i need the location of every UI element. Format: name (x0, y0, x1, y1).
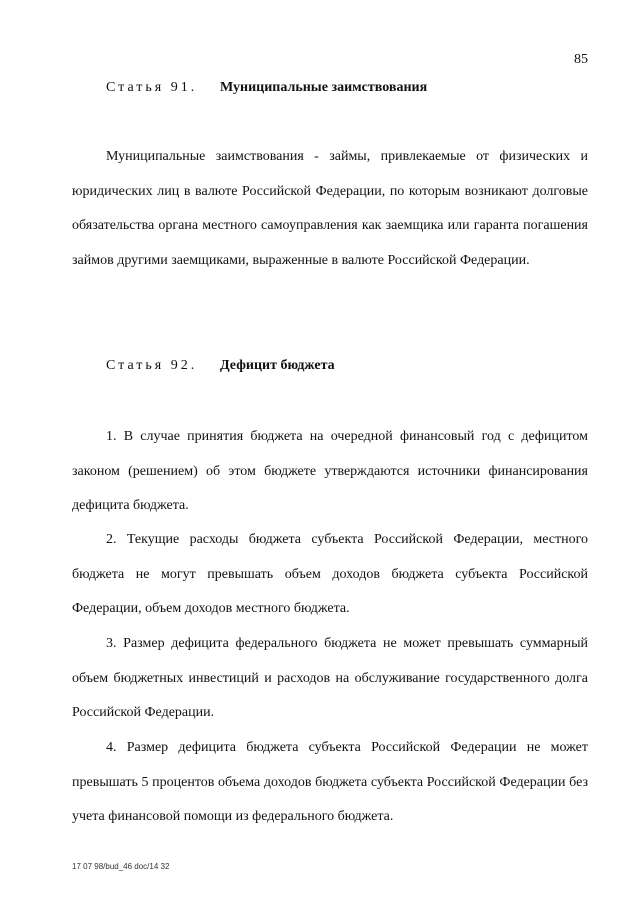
article-92-paragraph-2: 2. Текущие расходы бюджета субъекта Российской Федерации, местного бюджета не могут превышать объем доходов бюджета субъекта Российской Федерации, объем доходов местного бюджета. (72, 532, 588, 617)
article-92-paragraph-4: 4. Размер дефицита бюджета субъекта Российской Федерации не может превышать 5 процентов объема доходов бюджета субъекта Российской Федерации без учета финансовой помощи из федерального бюджета. (72, 740, 588, 825)
article-91-text: Муниципальные заимствования - займы, привлекаемые от физических и юридических лиц в валюте Российской Федерации, по которым возникают долговые обязательства органа местного самоуправления как заемщика или гаранта погашения займов другими заемщиками, выраженные в валюте Российской Федерации. (72, 149, 588, 269)
article-91-heading (106, 80, 428, 96)
page-number: 85 (574, 52, 588, 67)
article-91-label: Статья 91. (106, 80, 198, 95)
article-92-paragraph-1: 1. В случае принятия бюджета на очередной финансовый год с дефицитом законом (решением) об этом бюджете утверждаются источники финансирования дефицита бюджета. (72, 429, 588, 514)
article-92-heading (106, 358, 335, 374)
article-92-title: Дефицит бюджета (220, 358, 335, 373)
article-92-paragraph-3: 3. Размер дефицита федерального бюджета не может превышать суммарный объем бюджетных инвестиций и расходов на обслуживание государственного долга Российской Федерации. (72, 636, 588, 721)
article-91-title: Муниципальные заимствования (220, 80, 428, 95)
article-92-label: Статья 92. (106, 358, 198, 373)
footer-file-code: 17 07 98/bud_46 doc/14 32 (72, 862, 170, 871)
